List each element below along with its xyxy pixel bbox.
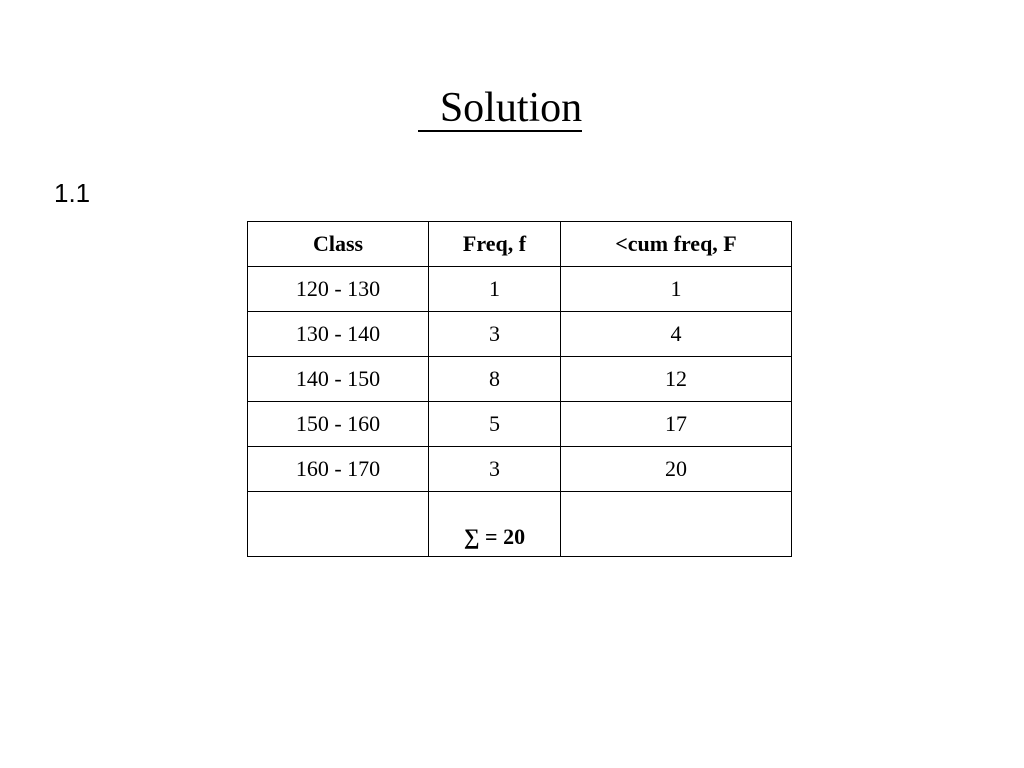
frequency-total-cell: ∑ = 20	[429, 492, 561, 557]
total-row	[248, 492, 792, 557]
cumulative-frequency-cell: 20	[561, 447, 792, 492]
class-cell: 130 - 140	[248, 312, 429, 357]
frequency-cell: 3	[429, 447, 561, 492]
section-number: 1.1	[54, 178, 91, 208]
cumulative-frequency-cell: 17	[561, 402, 792, 447]
frequency-cell: 1	[429, 267, 561, 312]
frequency-cell: 5	[429, 402, 561, 447]
slide-title-text: Solution	[418, 86, 582, 132]
cumulative-frequency-cell: 1	[561, 267, 792, 312]
table-row	[248, 312, 792, 357]
table-row	[248, 447, 792, 492]
cumulative-frequency-cell: 4	[561, 312, 792, 357]
class-cell: 160 - 170	[248, 447, 429, 492]
class-cell: 120 - 130	[248, 267, 429, 312]
empty-cell	[561, 492, 792, 557]
slide-title	[0, 82, 1000, 134]
cumulative-frequency-cell: 12	[561, 357, 792, 402]
table-row	[248, 267, 792, 312]
header-cumulative-frequency: <cum freq, F	[561, 222, 792, 267]
header-class: Class	[248, 222, 429, 267]
table-row	[248, 402, 792, 447]
class-cell: 150 - 160	[248, 402, 429, 447]
header-frequency: Freq, f	[429, 222, 561, 267]
frequency-table	[247, 221, 792, 557]
frequency-cell: 8	[429, 357, 561, 402]
empty-cell	[248, 492, 429, 557]
table-row	[248, 357, 792, 402]
table-header-row	[248, 222, 792, 267]
frequency-cell: 3	[429, 312, 561, 357]
class-cell: 140 - 150	[248, 357, 429, 402]
